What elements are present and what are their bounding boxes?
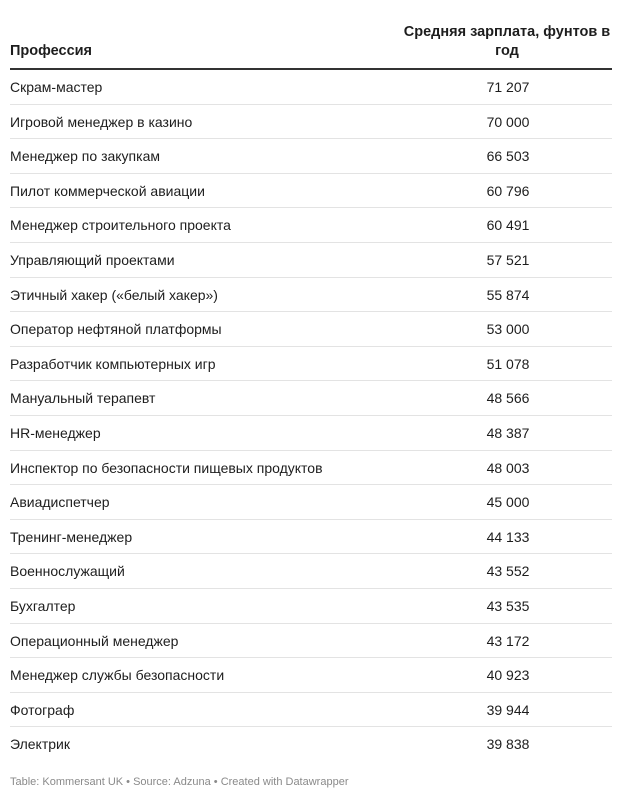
salary-cell: 66 503 [486, 148, 530, 165]
salary-cell: 48 566 [486, 390, 530, 407]
table-row [10, 520, 612, 555]
profession-cell: Тренинг-менеджер [10, 528, 133, 545]
profession-cell: Электрик [10, 736, 70, 753]
table-row [10, 243, 612, 278]
profession-cell: Управляющий проектами [10, 251, 175, 268]
profession-cell: HR-менеджер [10, 424, 101, 441]
salary-cell: 43 535 [486, 597, 530, 614]
table-row [10, 485, 612, 520]
table-row [10, 105, 612, 140]
table-row [10, 139, 612, 174]
table-row [10, 347, 612, 382]
column-header-salary[interactable]: Средняя зарплата, фунтов в год [403, 24, 611, 59]
salary-cell: 40 923 [486, 667, 530, 684]
profession-cell: Пилот коммерческой авиации [10, 182, 205, 199]
salary-cell: 60 796 [486, 182, 530, 199]
table-row [10, 451, 612, 486]
salary-table [10, 0, 612, 762]
salary-cell: 39 944 [486, 701, 530, 718]
salary-cell: 60 491 [486, 217, 530, 234]
profession-cell: Оператор нефтяной платформы [10, 321, 222, 338]
profession-cell: Бухгалтер [10, 597, 76, 614]
profession-cell: Операционный менеджер [10, 632, 179, 649]
salary-cell: 55 874 [486, 286, 530, 303]
table-row [10, 416, 612, 451]
table-row [10, 174, 612, 209]
table-row [10, 589, 612, 624]
table-row [10, 278, 612, 313]
profession-cell: Мануальный терапевт [10, 390, 156, 407]
profession-cell: Военнослужащий [10, 563, 125, 580]
table-row [10, 208, 612, 243]
table-row [10, 381, 612, 416]
salary-cell: 43 552 [486, 563, 530, 580]
table-row [10, 70, 612, 105]
table-row [10, 658, 612, 693]
table-body [10, 70, 612, 762]
salary-cell: 45 000 [486, 494, 530, 511]
table-row [10, 554, 612, 589]
profession-cell: Игровой менеджер в казино [10, 113, 193, 130]
table-row [10, 693, 612, 728]
salary-cell: 71 207 [486, 79, 530, 95]
salary-cell: 57 521 [486, 251, 530, 268]
salary-cell: 48 003 [486, 459, 530, 476]
table-row [10, 727, 612, 762]
table-row [10, 624, 612, 659]
profession-cell: Инспектор по безопасности пищевых продуктов [10, 459, 323, 476]
profession-cell: Авиадиспетчер [10, 494, 110, 511]
profession-cell: Менеджер по закупкам [10, 148, 160, 165]
profession-cell: Фотограф [10, 701, 75, 718]
salary-cell: 70 000 [486, 113, 530, 130]
table-header [10, 0, 612, 70]
profession-cell: Скрам-мастер [10, 79, 103, 95]
salary-cell: 51 078 [486, 355, 530, 372]
column-header-profession[interactable]: Профессия [10, 43, 93, 59]
table-row [10, 312, 612, 347]
profession-cell: Менеджер службы безопасности [10, 667, 225, 684]
salary-cell: 44 133 [486, 528, 530, 545]
profession-cell: Менеджер строительного проекта [10, 217, 231, 234]
source-footer: Table: Kommersant UK • Source: Adzuna • Created with Datawrapper [10, 776, 349, 788]
salary-cell: 48 387 [486, 424, 530, 441]
salary-cell: 53 000 [486, 321, 530, 338]
salary-cell: 43 172 [486, 632, 530, 649]
profession-cell: Этичный хакер («белый хакер») [10, 286, 218, 303]
profession-cell: Разработчик компьютерных игр [10, 355, 216, 372]
salary-cell: 39 838 [486, 736, 530, 753]
